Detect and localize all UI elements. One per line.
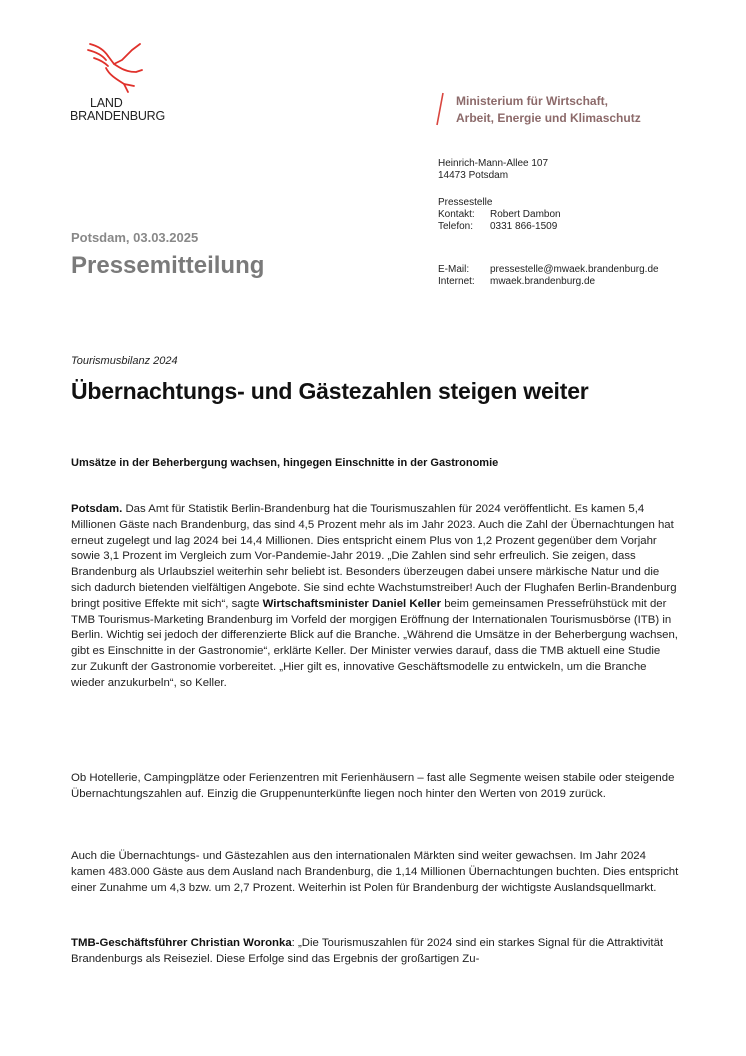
headline: Übernachtungs- und Gästezahlen steigen weiter bbox=[71, 378, 589, 404]
kicker: Tourismusbilanz 2024 bbox=[71, 355, 178, 367]
paragraph-4 bbox=[71, 936, 679, 968]
paragraph-1-speaker: Wirtschaftsminister Daniel Keller bbox=[262, 597, 442, 610]
paragraph-4-text: : „Die Tourismuszahlen für 2024 sind ein starkes Signal für die Attraktivität Brandenburgs als Reiseziel. Diese Erfolge sind das Ergebnis der großartigen Zu- bbox=[71, 937, 664, 965]
contact-label: Kontakt: bbox=[438, 209, 475, 220]
logo-line-land: LAND bbox=[90, 96, 123, 110]
press-office-block bbox=[438, 197, 561, 233]
paragraph-4-speaker: TMB-Geschäftsführer Christian Woronka bbox=[71, 937, 292, 949]
paragraph-2: Ob Hotellerie, Campingplätze oder Ferienzentren mit Ferienhäusern – fast alle Segmente weisen stabile oder steigende Übernachtungszahlen auf. Einzig die Gruppenunterkünfte liegen noch hinter den Werten von 2019 zurück. bbox=[71, 772, 675, 800]
slash-divider-icon bbox=[434, 91, 446, 127]
paragraph-1-text-a: Das Amt für Statistik Berlin-Brandenburg hat die Tourismuszahlen für 2024 veröffentlicht. Es kamen 5,4 Millionen Gäste nach Brandenburg, das sind 4,5 Prozent mehr als im Jahr 2023. Auch die Zahl der Übernachtungen hat erneut zugelegt und lag 2024 bei 14,4 Millionen. Dies entspricht einem Plus von 1,2 Prozent gegenüber dem Vorjahr sowie 3,1 Prozent im Vergleich zum Vor-Pandemie-Jahr 2019. „Die Zahlen sind sehr erfreulich. Sie zeigen, dass Brandenburg als Urlaubsziel weiterhin sehr beliebt ist. Besonders überzeugen dabei unsere märkische Natur und die sich dadurch bietenden vielfältigen Angebote. Sie sind echte Wachstumstreiber! Auch der Flughafen Berlin-Brandenburg bringt positive Effekte mit sich“, sagte bbox=[71, 503, 677, 610]
document-type-title: Pressemitteilung bbox=[71, 252, 265, 279]
contact-value: Robert Dambon bbox=[490, 209, 561, 220]
logo-line-brandenburg: BRANDENBURG bbox=[70, 109, 166, 123]
press-office-title: Pressestelle bbox=[438, 197, 493, 208]
ministry-line-2: Arbeit, Energie und Klimaschutz bbox=[456, 111, 641, 125]
online-contact-block bbox=[438, 264, 659, 288]
ministry-name bbox=[456, 93, 641, 127]
address-street: Heinrich-Mann-Allee 107 bbox=[438, 158, 549, 169]
internet-label: Internet: bbox=[438, 276, 475, 287]
email-label: E-Mail: bbox=[438, 264, 470, 275]
paragraph-3: Auch die Übernachtungs- und Gästezahlen aus den internationalen Märkten sind weiter gewachsen. Im Jahr 2024 kamen 483.000 Gäste aus dem Ausland nach Brandenburg, die 1,14 Millionen Übernachtungen buchten. Dies entspricht einer Zunahme um 4,3 bzw. um 2,7 Prozent. Weiterhin ist Polen für Brandenburg der wichtigste Auslandsquellmarkt. bbox=[71, 850, 679, 894]
ministry-line-1: Ministerium für Wirtschaft, bbox=[456, 94, 608, 108]
internet-link[interactable]: mwaek.brandenburg.de bbox=[490, 276, 596, 287]
email-row bbox=[438, 264, 659, 276]
phone-label: Telefon: bbox=[438, 221, 474, 232]
logo-wordmark bbox=[70, 97, 200, 123]
contact-row bbox=[438, 209, 561, 221]
email-link[interactable]: pressestelle@mwaek.brandenburg.de bbox=[490, 264, 659, 275]
release-date: Potsdam, 03.03.2025 bbox=[71, 230, 199, 245]
address-city: 14473 Potsdam bbox=[438, 170, 509, 181]
phone-value[interactable]: 0331 866-1509 bbox=[490, 221, 558, 232]
internet-row bbox=[438, 276, 659, 288]
dateline: Potsdam. bbox=[71, 503, 123, 515]
phone-row bbox=[438, 221, 561, 233]
paragraph-1-text-b: beim gemeinsamen Pressefrühstück mit der TMB Tourismus-Marketing Brandenburg im Vorfeld der morgigen Eröffnung der Internationalen Tourismusbörse (ITB) in Berlin. Wichtig sei jedoch der differenzierte Blick auf die Branche. „Während die Umsätze in der Beherbergung wachsen, gibt es Einschnitte in der Gastronomie“, erklärte Keller. Der Minister verwies darauf, dass die TMB aktuell eine Studie zur Zukunft der Gastronomie vorbereitet. „Hier gilt es, innovative Geschäftsmodelle zu entwickeln, um die Branche wieder anzukurbeln“, so Keller. bbox=[71, 597, 678, 689]
subheadline: Umsätze in der Beherbergung wachsen, hingegen Einschnitte in der Gastronomie bbox=[71, 457, 499, 469]
paragraph-1 bbox=[71, 502, 679, 692]
address-block bbox=[438, 158, 548, 182]
eagle-logo-icon bbox=[84, 40, 148, 98]
